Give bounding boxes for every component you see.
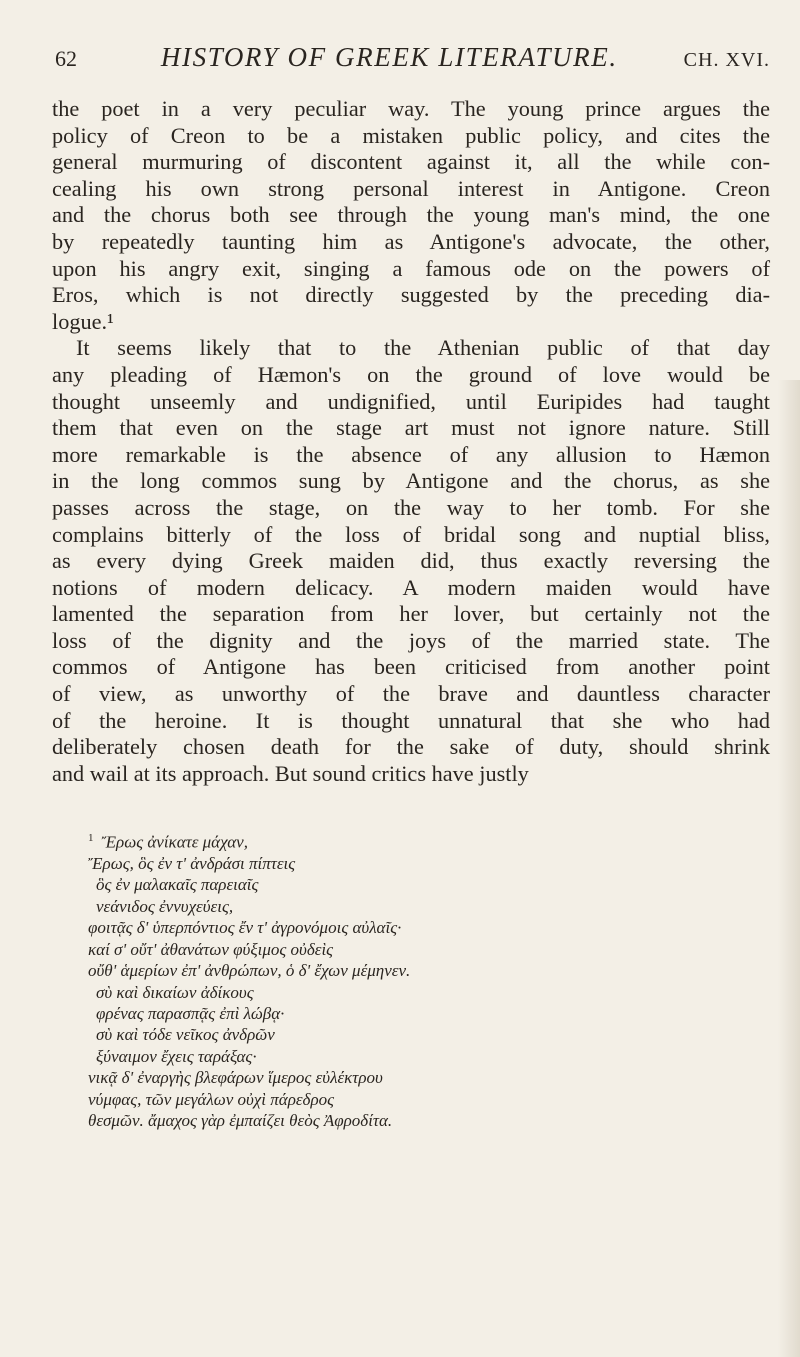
chapter-label: CH. XVI. [683,49,770,71]
footnote-text: καί σ' οὔτ' ἀθανάτων φύξιμος οὐδεὶς [88,939,334,959]
text-line: lamented the separation from her lover, but certainly not the [52,601,770,627]
page-edge-shadow [778,380,800,1357]
footnote-line [88,1110,748,1131]
page-header [55,42,770,82]
paragraph-2 [52,335,770,787]
text-line: as every dying Greek maiden did, thus exactly reversing the [52,548,770,574]
footnote-text: θεσμῶν. ἄμαχος γὰρ ἐμπαίζει θεὸς Ἀφροδίτα. [88,1110,393,1130]
text-line: passes across the stage, on the way to her tomb. For she [52,494,770,520]
text-line: and the chorus both see through the young man's mind, the one [52,202,770,228]
footnote-line [88,917,748,938]
text-line: commos of Antigone has been criticised from another point [52,654,770,680]
text-line: of view, as unworthy of the brave and dauntless character [52,681,770,707]
footnote-line [88,1067,748,1088]
text-line: cealing his own strong personal interest in Antigone. Creon [52,175,770,201]
footnote-text: νύμφας, τῶν μεγάλων οὐχὶ πάρεδρος [88,1089,335,1109]
footnote-text: νικᾷ δ' ἐναργὴς βλεφάρων ἵμερος εὐλέκτρου [88,1068,383,1088]
text-line: general murmuring of discontent against it, all the while con- [52,149,770,175]
paragraph-1 [52,96,770,335]
text-line: It seems likely that to the Athenian public of that day [76,335,770,361]
text-line: in the long commos sung by Antigone and the chorus, as she [52,468,770,494]
footnote-line [88,1046,748,1067]
footnote-line [88,960,748,981]
footnote-line [88,982,748,1003]
footnote-text: σὺ καὶ τόδε νεῖκος ἀνδρῶν [96,1025,275,1045]
footnote-text: φοιτᾷς δ' ὑπερπόντιος ἔν τ' ἀγρονόμοις αὐλαῖς· [88,918,402,938]
text-line: deliberately chosen death for the sake of duty, should shrink [52,734,770,760]
text-line: of the heroine. It is thought unnatural that she who had [52,707,770,733]
footnote-text: νεάνιδος ἐννυχεύεις, [96,896,234,916]
footnote-text: οὔθ' ἁμερίων ἐπ' ἀνθρώπων, ὁ δ' ἔχων μέμηνεν. [88,961,411,981]
text-line: complains bitterly of the loss of bridal song and nuptial bliss, [52,521,770,547]
footnote-text: φρένας παρασπᾷς ἐπὶ λώβᾳ· [96,1003,285,1023]
footnote-line [88,1089,748,1110]
text-line: more remarkable is the absence of any allusion to Hæmon [52,441,770,467]
text-line: them that even on the stage art must not ignore nature. Still [52,415,770,441]
footnote-line [88,1024,748,1045]
running-title: HISTORY OF GREEK LITERATURE. [160,42,618,72]
footnote-line [88,939,748,960]
text-line: thought unseemly and undignified, until Euripides had taught [52,388,770,414]
text-line: the poet in a very peculiar way. The young prince argues the [52,96,770,121]
footnote-text: Ἔρως ἀνίκατε μάχαν, [101,832,248,852]
text-line: Eros, which is not directly suggested by the preceding dia- [52,282,770,308]
body-text [52,96,770,787]
footnote-line [88,896,748,917]
footnote-text: ξύναιμον ἔχεις ταράξας· [96,1046,257,1066]
page-number: 62 [55,46,77,71]
text-line: logue.¹ [52,308,114,334]
text-line: upon his angry exit, singing a famous ode on the powers of [52,255,770,281]
footnote-text: ὃς ἐν μαλακαῖς παρειαῖς [96,875,259,895]
footnote-line [88,828,748,853]
text-line: and wail at its approach. But sound critics have justly [52,760,529,786]
text-line: loss of the dignity and the joys of the married state. The [52,627,770,653]
text-line: by repeatedly taunting him as Antigone's advocate, the other, [52,228,770,254]
text-line: notions of modern delicacy. A modern maiden would have [52,574,770,600]
footnote-text: Ἔρως, ὃς ἐν τ' ἀνδράσι πίπτεις [88,854,296,874]
footnote-line [88,874,748,895]
text-line: policy of Creon to be a mistaken public policy, and cites the [52,122,770,148]
footnote-text: σὺ καὶ δικαίων ἀδίκους [96,982,254,1002]
footnote-line [88,853,748,874]
text-line: any pleading of Hæmon's on the ground of love would be [52,361,770,387]
footnote-marker: 1 [88,832,94,844]
footnote-line [88,1003,748,1024]
footnote [88,828,748,1131]
